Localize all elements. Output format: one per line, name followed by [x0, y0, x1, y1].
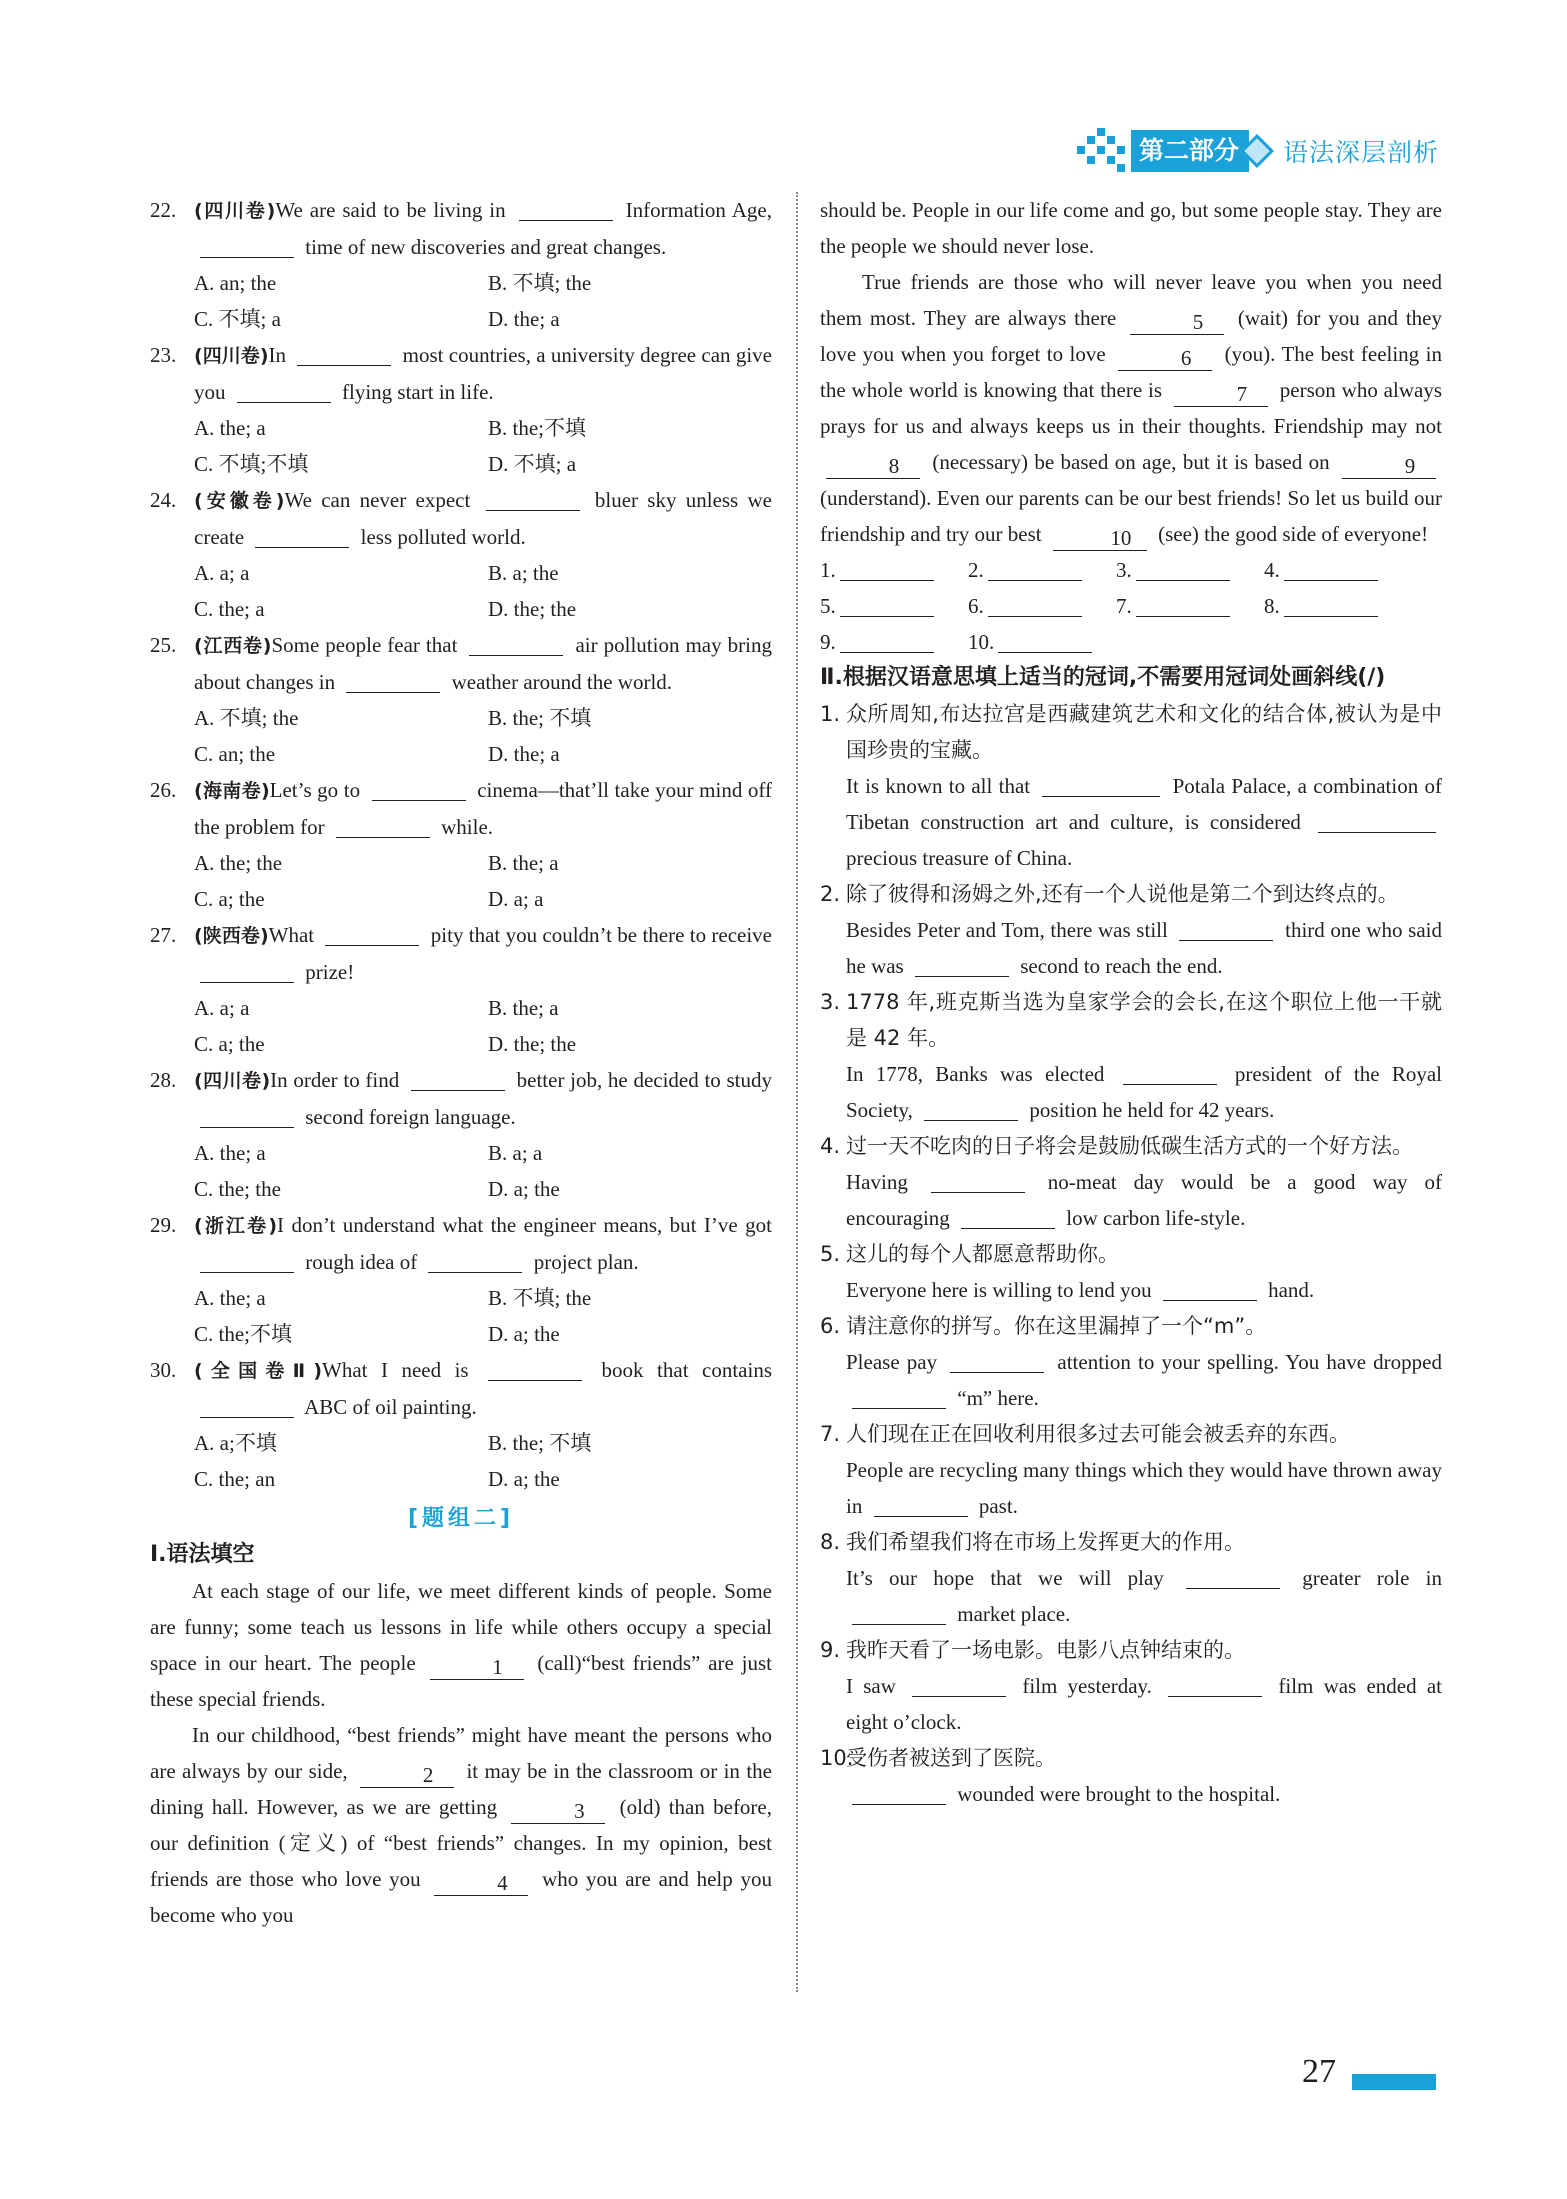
option[interactable]: D. a; the	[488, 1322, 560, 1346]
answer-blank[interactable]	[852, 1778, 946, 1805]
answer-slot	[820, 552, 968, 588]
numbered-blank[interactable]: 2	[360, 1761, 454, 1788]
answer-blank[interactable]	[336, 811, 430, 838]
answer-blank[interactable]	[852, 1598, 946, 1625]
question-options	[150, 1135, 772, 1207]
translation-number: 7.	[820, 1422, 841, 1446]
translation-number: 6.	[820, 1314, 841, 1338]
translation-english	[820, 1056, 1442, 1128]
text-fragment: should be. People in our life come and go, but some people stay. They are the people we should never lose.	[820, 198, 1442, 258]
question-options	[150, 990, 772, 1062]
translation-english	[820, 912, 1442, 984]
text-fragment: In order to find	[270, 1068, 405, 1092]
question-source: (四川卷)	[194, 345, 269, 367]
text-fragment: (necessary) be based on age, but it is based on	[926, 450, 1336, 474]
text-fragment: We are said to be living in	[275, 198, 513, 222]
answer-blank[interactable]	[469, 629, 563, 656]
question-number: 30.	[150, 1358, 177, 1382]
translation-english	[820, 768, 1442, 876]
option[interactable]: B. 不填; the	[488, 271, 592, 295]
option[interactable]: B. 不填; the	[488, 1286, 592, 1310]
text-fragment: Having	[846, 1170, 925, 1194]
text-fragment: cinema—that’ll take your mind off the problem for	[194, 778, 772, 839]
text-fragment: pity that you couldn’t be there to receive	[425, 923, 772, 947]
question-options	[150, 555, 772, 627]
answer-slot	[1264, 588, 1412, 624]
translation-english	[820, 1164, 1442, 1236]
text-fragment: who you are and help you become who you	[150, 1867, 772, 1927]
text-fragment: second foreign language.	[300, 1105, 516, 1129]
option[interactable]: D. a; the	[488, 1177, 560, 1201]
text-fragment: past.	[973, 1494, 1018, 1518]
question-source: (全国卷Ⅱ)	[194, 1360, 323, 1382]
text-fragment: What I need is	[322, 1358, 483, 1382]
answer-blank[interactable]	[486, 484, 580, 511]
question-source: (海南卷)	[194, 780, 270, 802]
option[interactable]: C. an; the	[194, 742, 276, 766]
answer-blank[interactable]	[874, 1490, 968, 1517]
translation-number: 5.	[820, 1242, 841, 1266]
answer-input[interactable]	[988, 590, 1082, 617]
answer-blank[interactable]	[1163, 1274, 1257, 1301]
option[interactable]: A. a; a	[194, 996, 250, 1020]
translation-chinese	[820, 876, 1442, 912]
translation-number: 9.	[820, 1638, 841, 1662]
text-fragment: prize!	[300, 960, 355, 984]
option[interactable]: B. the; 不填	[488, 1431, 592, 1455]
column-divider	[796, 192, 798, 1992]
option[interactable]: C. the;不填	[194, 1322, 292, 1346]
text-fragment: At each stage of our life, we meet different kinds of people. Some are funny; some teach us lessons in life while others occupy a special space in our heart. The people	[150, 1579, 772, 1675]
chinese-text: 过一天不吃肉的日子将会是鼓励低碳生活方式的一个好方法。	[846, 1134, 1413, 1158]
answer-blank[interactable]	[1179, 914, 1273, 941]
answer-blank[interactable]	[924, 1094, 1018, 1121]
translation-english	[820, 1452, 1442, 1524]
answer-input[interactable]	[1284, 590, 1378, 617]
question-stem	[150, 192, 772, 265]
text-fragment: “m” here.	[952, 1386, 1039, 1410]
question-number: 28.	[150, 1068, 177, 1092]
text-fragment: project plan.	[528, 1250, 639, 1274]
question-item	[150, 1207, 772, 1352]
part-label: 第二部分	[1131, 130, 1249, 172]
option[interactable]: D. 不填; a	[488, 452, 577, 476]
text-fragment: president of the Royal Society,	[846, 1062, 1442, 1122]
text-fragment: I saw	[846, 1674, 907, 1698]
numbered-blank[interactable]: 9	[1342, 452, 1436, 479]
answer-blank[interactable]	[200, 231, 294, 258]
chinese-text: 我们希望我们将在市场上发挥更大的作用。	[846, 1530, 1245, 1554]
section-header-title: 语法深层剖析	[1282, 138, 1439, 167]
option[interactable]: D. the; a	[488, 307, 560, 331]
option[interactable]: C. 不填; a	[194, 307, 281, 331]
translation-chinese	[820, 1740, 1442, 1776]
page-header	[1077, 126, 1439, 176]
option[interactable]: A. an; the	[194, 271, 277, 295]
translation-number: 8.	[820, 1530, 841, 1554]
question-item	[150, 1352, 772, 1497]
question-item	[150, 1062, 772, 1207]
text-fragment: (call)“best friends” are just these special friends.	[150, 1651, 772, 1711]
question-stem	[150, 627, 772, 700]
answer-blank[interactable]	[428, 1246, 522, 1273]
chinese-text: 1778 年,班克斯当选为皇家学会的会长,在这个职位上他一干就是 42 年。	[846, 990, 1442, 1050]
chinese-text: 这儿的每个人都愿意帮助你。	[846, 1242, 1119, 1266]
text-fragment: It’s our hope that we will play	[846, 1566, 1181, 1590]
answer-blank[interactable]	[200, 1246, 294, 1273]
text-fragment: less polluted world.	[355, 525, 526, 549]
page-number: 27	[1302, 2053, 1336, 2090]
text-fragment: third one who said he was	[846, 918, 1442, 978]
text-fragment: no-meat day would be a good way of encouraging	[846, 1170, 1442, 1230]
answer-label: 5.	[820, 594, 836, 618]
answer-blank[interactable]	[255, 521, 349, 548]
question-number: 25.	[150, 633, 177, 657]
section1-title: Ⅰ.语法填空	[150, 1542, 255, 1567]
text-fragment: book that contains	[588, 1358, 772, 1382]
pixel-decoration-icon	[1077, 128, 1129, 174]
answer-label: 9.	[820, 630, 836, 654]
answer-blank[interactable]	[346, 666, 440, 693]
answer-blank[interactable]	[1186, 1562, 1280, 1589]
translation-chinese	[820, 1416, 1442, 1452]
option[interactable]: C. the; an	[194, 1467, 276, 1491]
option[interactable]: B. the; a	[488, 996, 559, 1020]
answer-input[interactable]	[840, 626, 934, 653]
text-fragment: wounded were brought to the hospital.	[952, 1782, 1281, 1806]
question-number: 23.	[150, 343, 177, 367]
text-fragment: Potala Palace, a combination of Tibetan construction art and culture, is considered	[846, 774, 1442, 834]
option[interactable]: C. a; the	[194, 1032, 265, 1056]
answer-slot	[1116, 552, 1264, 588]
question-stem	[150, 917, 772, 990]
answer-slot	[1264, 552, 1412, 588]
answer-blank[interactable]	[1168, 1670, 1262, 1697]
question-stem	[150, 482, 772, 555]
text-fragment: (wait) for you and they love you when you forget to love	[820, 306, 1442, 366]
passage-paragraph	[820, 264, 1442, 552]
translation-chinese	[820, 1524, 1442, 1560]
section2-title: Ⅱ.根据汉语意思填上适当的冠词,不需要用冠词处画斜线(/)	[820, 665, 1386, 690]
translation-list	[820, 696, 1442, 1812]
translation-number: 3.	[820, 990, 841, 1014]
numbered-blank[interactable]: 4	[434, 1869, 528, 1896]
text-fragment: It is known to all that	[846, 774, 1037, 798]
text-fragment: while.	[435, 815, 494, 839]
answer-label: 2.	[968, 558, 984, 582]
text-fragment: (see) the good side of everyone!	[1152, 522, 1429, 546]
translation-english	[820, 1344, 1442, 1416]
question-source: (安徽卷)	[194, 490, 285, 512]
answer-input[interactable]	[840, 554, 934, 581]
group-title: [题组二]	[407, 1506, 515, 1531]
left-column	[150, 192, 772, 1933]
question-number: 29.	[150, 1213, 177, 1237]
text-fragment: person who always prays for us and always keeps us in their thoughts. Friendship may not	[820, 378, 1442, 438]
answer-blank[interactable]	[852, 1382, 946, 1409]
answer-blank[interactable]	[411, 1064, 505, 1091]
text-fragment: I don’t understand what the engineer means, but I’ve got	[277, 1213, 772, 1237]
question-source: (浙江卷)	[194, 1215, 278, 1237]
text-fragment: (you). The best feeling in the whole world is knowing that there is	[820, 342, 1442, 402]
question-number: 22.	[150, 198, 177, 222]
text-fragment: We can never expect	[284, 488, 480, 512]
answer-slot	[820, 588, 968, 624]
numbered-blank[interactable]: 1	[430, 1653, 524, 1680]
text-fragment: market place.	[952, 1602, 1071, 1626]
chinese-text: 受伤者被送到了医院。	[846, 1746, 1056, 1770]
question-stem	[150, 772, 772, 845]
translation-chinese	[820, 1308, 1442, 1344]
right-column	[820, 192, 1442, 1812]
answer-blank[interactable]	[237, 376, 331, 403]
answer-slot	[820, 624, 968, 660]
answer-input[interactable]	[1284, 554, 1378, 581]
text-fragment: flying start in life.	[336, 380, 494, 404]
text-fragment: better job, he decided to study	[510, 1068, 772, 1092]
passage-paragraph-continued	[820, 192, 1442, 264]
option[interactable]: C. the; a	[194, 597, 265, 621]
option[interactable]: B. a; a	[488, 1141, 543, 1165]
option[interactable]: D. a; the	[488, 1467, 560, 1491]
option[interactable]: B. a; the	[488, 561, 559, 585]
text-fragment: rough idea of	[300, 1250, 423, 1274]
text-fragment: Please pay	[846, 1350, 945, 1374]
option[interactable]: D. a; a	[488, 887, 544, 911]
question-source: (四川卷)	[194, 1070, 271, 1092]
option[interactable]: D. the; the	[488, 597, 577, 621]
text-fragment: film yesterday.	[1012, 1674, 1163, 1698]
text-fragment: True friends are those who will never leave you when you need them most. They are always there	[820, 270, 1442, 330]
passage-part-right	[820, 192, 1442, 552]
text-fragment: time of new discoveries and great changes.	[300, 235, 667, 259]
answer-label: 8.	[1264, 594, 1280, 618]
question-source: (陕西卷)	[194, 925, 269, 947]
option[interactable]: A. the; the	[194, 851, 283, 875]
answer-blanks	[820, 552, 1442, 660]
answer-label: 3.	[1116, 558, 1132, 582]
answer-label: 7.	[1116, 594, 1132, 618]
translation-chinese	[820, 1632, 1442, 1668]
translation-english	[820, 1560, 1442, 1632]
answer-blank[interactable]	[915, 950, 1009, 977]
answer-label: 4.	[1264, 558, 1280, 582]
chinese-text: 请注意你的拼写。你在这里漏掉了一个“m”。	[846, 1314, 1267, 1338]
option[interactable]: B. the;不填	[488, 416, 586, 440]
option[interactable]: A. a;不填	[194, 1431, 277, 1455]
numbered-blank[interactable]: 10	[1053, 524, 1147, 551]
page-number-bar	[1352, 2074, 1436, 2090]
answer-input[interactable]	[998, 626, 1092, 653]
text-fragment: (understand). Even our parents can be our best friends! So let us build our friendship and try our best	[820, 486, 1442, 546]
question-options	[150, 700, 772, 772]
question-options	[150, 410, 772, 482]
answer-blank[interactable]	[200, 1391, 294, 1418]
option[interactable]: B. the; a	[488, 851, 559, 875]
answer-label: 6.	[968, 594, 984, 618]
question-number: 24.	[150, 488, 177, 512]
answer-input[interactable]	[840, 590, 934, 617]
question-options	[150, 1425, 772, 1497]
passage-paragraph	[150, 1573, 772, 1717]
text-fragment: In	[268, 343, 292, 367]
answer-blank[interactable]	[519, 194, 613, 221]
answer-blank[interactable]	[488, 1354, 582, 1381]
answer-input[interactable]	[1136, 590, 1230, 617]
question-stem	[150, 337, 772, 410]
text-fragment: position he held for 42 years.	[1024, 1098, 1275, 1122]
passage-paragraph	[150, 1717, 772, 1933]
chinese-text: 除了彼得和汤姆之外,还有一个人说他是第二个到达终点的。	[846, 882, 1399, 906]
translation-english	[820, 1668, 1442, 1740]
option[interactable]: B. the; 不填	[488, 706, 592, 730]
option[interactable]: C. 不填;不填	[194, 452, 309, 476]
passage-part-left	[150, 1573, 772, 1933]
chinese-text: 我昨天看了一场电影。电影八点钟结束的。	[846, 1638, 1245, 1662]
answer-slot	[968, 624, 1116, 660]
question-source: (四川卷)	[194, 200, 276, 222]
text-fragment: film was ended at eight o’clock.	[846, 1674, 1442, 1734]
option[interactable]: D. the; the	[488, 1032, 577, 1056]
text-fragment: Besides Peter and Tom, there was still	[846, 918, 1174, 942]
question-stem	[150, 1207, 772, 1280]
answer-blank[interactable]	[1123, 1058, 1217, 1085]
answer-blank[interactable]	[912, 1670, 1006, 1697]
text-fragment: In 1778, Banks was elected	[846, 1062, 1117, 1086]
text-fragment: (old) than before, our definition (定义) of “best friends” changes. In my opinion, best friends are those who love you	[150, 1795, 772, 1891]
text-fragment: low carbon life-style.	[1061, 1206, 1246, 1230]
answer-blank[interactable]	[1318, 806, 1436, 833]
text-fragment: Some people fear that	[271, 633, 464, 657]
translation-chinese	[820, 1128, 1442, 1164]
question-options	[150, 1280, 772, 1352]
answer-label: 1.	[820, 558, 836, 582]
translation-chinese	[820, 696, 1442, 768]
text-fragment: Everyone here is willing to lend you	[846, 1278, 1157, 1302]
answer-slot	[968, 552, 1116, 588]
text-fragment: greater role in	[1286, 1566, 1442, 1590]
translation-number: 4.	[820, 1134, 841, 1158]
text-fragment: it may be in the classroom or in the dining hall. However, as we are getting	[150, 1759, 772, 1819]
text-fragment: People are recycling many things which they would have thrown away in	[846, 1458, 1442, 1518]
text-fragment: most countries, a university degree can give you	[194, 343, 772, 404]
option[interactable]: C. a; the	[194, 887, 265, 911]
question-item	[150, 627, 772, 772]
answer-blank[interactable]	[1042, 770, 1160, 797]
question-number: 26.	[150, 778, 177, 802]
numbered-blank[interactable]: 8	[826, 452, 920, 479]
translation-chinese	[820, 1236, 1442, 1272]
text-fragment: attention to your spelling. You have dropped	[1050, 1350, 1442, 1374]
option[interactable]: A. the; a	[194, 1286, 266, 1310]
text-fragment: second to reach the end.	[1014, 954, 1223, 978]
question-source: (江西卷)	[194, 635, 272, 657]
answer-blank[interactable]	[297, 339, 391, 366]
answer-blank[interactable]	[372, 774, 466, 801]
option[interactable]: A. the; a	[194, 1141, 266, 1165]
text-fragment: precious treasure of China.	[846, 846, 1073, 870]
numbered-blank[interactable]: 6	[1118, 344, 1212, 371]
translation-number: 2.	[820, 882, 841, 906]
option[interactable]: A. the; a	[194, 416, 266, 440]
numbered-blank[interactable]: 5	[1130, 308, 1224, 335]
text-fragment: ABC of oil painting.	[300, 1395, 477, 1419]
answer-slot	[968, 588, 1116, 624]
question-list	[150, 192, 772, 1497]
text-fragment: What	[268, 923, 320, 947]
answer-blank[interactable]	[325, 919, 419, 946]
question-item	[150, 917, 772, 1062]
question-item	[150, 482, 772, 627]
translation-number: 1.	[820, 702, 841, 726]
text-fragment: bluer sky unless we create	[194, 488, 772, 549]
question-item	[150, 772, 772, 917]
question-stem	[150, 1062, 772, 1135]
option[interactable]: C. the; the	[194, 1177, 281, 1201]
translation-number: 10.	[820, 1746, 854, 1770]
translation-english	[820, 1776, 1442, 1812]
answer-slot	[1116, 588, 1264, 624]
question-options	[150, 265, 772, 337]
answer-input[interactable]	[1136, 554, 1230, 581]
option[interactable]: A. a; a	[194, 561, 250, 585]
question-number: 27.	[150, 923, 177, 947]
answer-blank[interactable]	[950, 1346, 1044, 1373]
option[interactable]: D. the; a	[488, 742, 560, 766]
answer-blank[interactable]	[931, 1166, 1025, 1193]
text-fragment: In our childhood, “best friends” might have meant the persons who are always by our side,	[150, 1723, 772, 1783]
question-stem	[150, 1352, 772, 1425]
translation-chinese	[820, 984, 1442, 1056]
text-fragment: Let’s go to	[269, 778, 366, 802]
numbered-blank[interactable]: 7	[1174, 380, 1268, 407]
numbered-blank[interactable]: 3	[511, 1797, 605, 1824]
translation-english	[820, 1272, 1442, 1308]
text-fragment: Information Age,	[618, 198, 772, 222]
text-fragment: weather around the world.	[446, 670, 673, 694]
chinese-text: 众所周知,布达拉宫是西藏建筑艺术和文化的结合体,被认为是中国珍贵的宝藏。	[846, 702, 1442, 762]
question-item	[150, 337, 772, 482]
answer-label: 10.	[968, 630, 995, 654]
answer-blank[interactable]	[961, 1202, 1055, 1229]
chinese-text: 人们现在正在回收利用很多过去可能会被丢弃的东西。	[846, 1422, 1350, 1446]
text-fragment: hand.	[1262, 1278, 1315, 1302]
option[interactable]: A. 不填; the	[194, 706, 299, 730]
text-fragment: air pollution may bring about changes in	[194, 633, 772, 694]
answer-input[interactable]	[988, 554, 1082, 581]
answer-blank[interactable]	[200, 1101, 294, 1128]
question-options	[150, 845, 772, 917]
question-item	[150, 192, 772, 337]
answer-blank[interactable]	[200, 956, 294, 983]
